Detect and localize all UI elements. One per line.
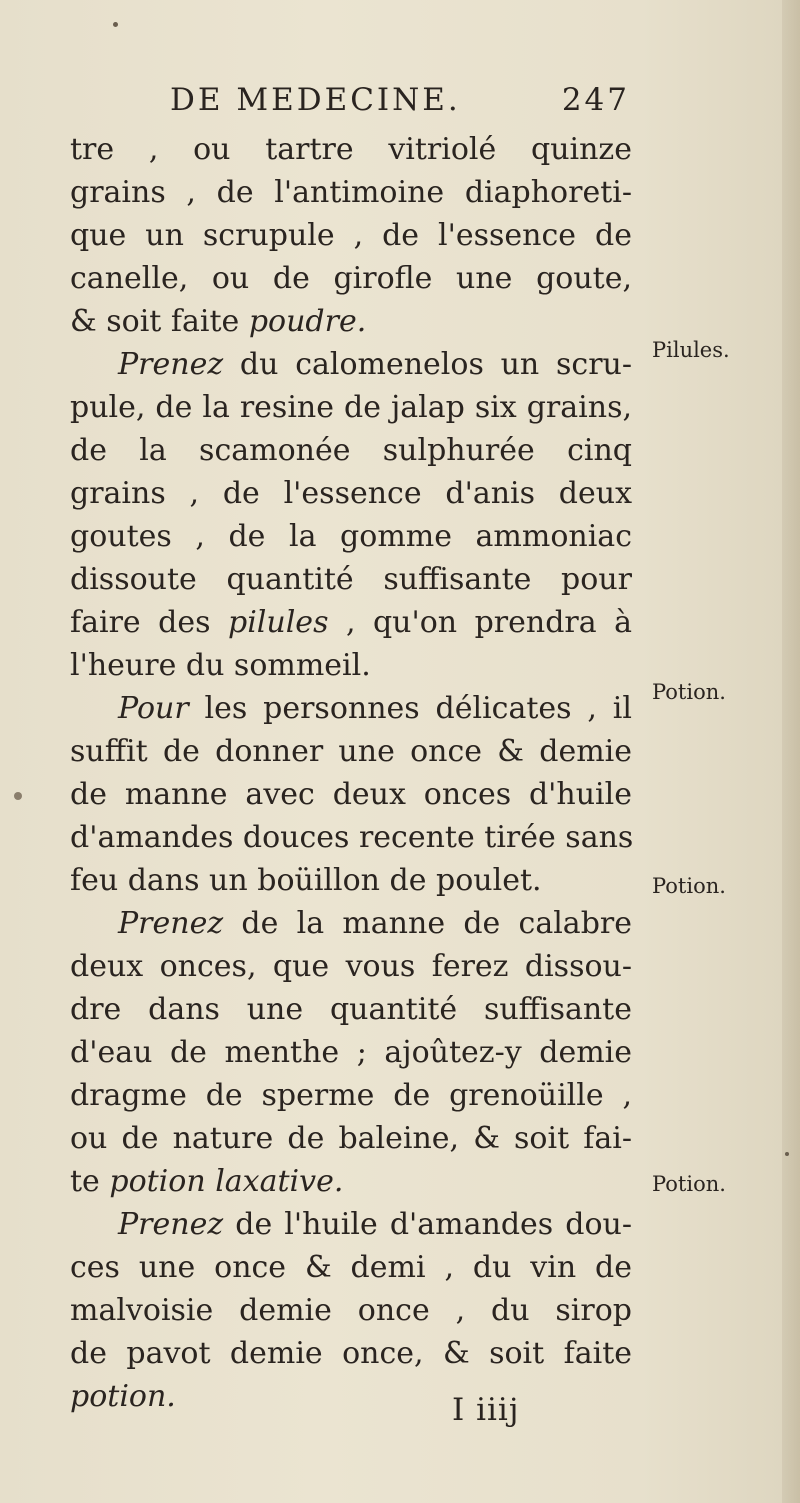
text-segment: tre , ou tartre vitriolé quinze [70,132,632,167]
italic-text: poudre. [248,304,367,339]
text-segment: d'eau de menthe ; ajoûtez-y demie [70,1035,632,1070]
text-segment: de pavot demie once, & soit faite [70,1336,632,1371]
running-header [170,82,630,122]
margin-note-potion-3: Potion. [652,1172,726,1196]
text-line [70,902,632,945]
text-line [70,343,632,386]
text-line [70,214,632,257]
margin-note-potion-2: Potion. [652,874,726,898]
text-line [70,515,632,558]
running-title: DE MEDECINE. [170,82,461,118]
text-line [70,257,632,300]
text-line [70,773,632,816]
text-line [70,558,632,601]
text-segment: dissoute quantité suffisante pour [70,562,632,597]
text-line [70,730,632,773]
text-line [70,1375,632,1418]
body-text [70,128,632,1418]
italic-text: Prenez [118,906,224,941]
text-segment: & soit faite [70,304,249,339]
text-segment: deux onces, que vous ferez dissou- [70,949,632,984]
text-line [70,1117,632,1160]
text-segment: feu dans un boüillon de poulet. [70,863,542,898]
page-edge-shadow [782,0,800,1503]
ink-speck [113,22,118,27]
text-segment: l'heure du sommeil. [70,648,371,683]
text-segment: de la manne de calabre [223,906,632,941]
text-segment: suffit de donner une once & demie [70,734,632,769]
text-segment: d'amandes douces recente tirée sans [70,820,634,855]
page-number: 247 [561,82,630,118]
text-line [70,1074,632,1117]
text-line [70,816,632,859]
text-line [70,128,632,171]
margin-note-pilules: Pilules. [652,338,730,362]
text-segment: faire des [70,605,228,640]
text-segment: goutes , de la gomme ammoniac [70,519,632,554]
text-segment: te [70,1164,110,1199]
text-line [70,988,632,1031]
italic-text: Prenez [118,1207,224,1242]
text-line [70,472,632,515]
italic-text: potion laxative. [109,1164,344,1199]
italic-text: Prenez [118,347,224,382]
text-line [70,945,632,988]
italic-text: Pour [118,691,189,726]
italic-text: potion. [70,1379,176,1414]
italic-text: pilules [228,605,329,640]
text-segment: pule, de la resine de jalap six grains, [70,390,632,425]
text-line [70,687,632,730]
text-segment: dre dans une quantité suffisante [70,992,632,1027]
text-segment: , qu'on prendra à [328,605,633,640]
text-segment: ces une once & demi , du vin de [70,1250,632,1285]
text-segment: que un scrupule , de l'essence de [70,218,632,253]
text-segment: de l'huile d'amandes dou- [223,1207,632,1242]
text-segment: les personnes délicates , il [188,691,632,726]
text-line [70,1246,632,1289]
text-line [70,1031,632,1074]
text-line [70,1289,632,1332]
text-line [70,1332,632,1375]
text-line [70,386,632,429]
text-line [70,1203,632,1246]
text-segment: malvoisie demie once , du sirop [70,1293,632,1328]
text-line [70,1160,632,1203]
text-segment: ou de nature de baleine, & soit fai- [70,1121,632,1156]
text-line [70,429,632,472]
text-line [70,171,632,214]
text-segment: canelle, ou de girofle une goute, [70,261,632,296]
text-line [70,300,632,343]
text-line [70,859,632,902]
text-segment: dragme de sperme de grenoüille , [70,1078,632,1113]
text-segment: de la scamonée sulphurée cinq [70,433,632,468]
ink-speck [14,792,22,800]
text-line [70,601,632,644]
text-segment: grains , de l'essence d'anis deux [70,476,632,511]
text-segment: de manne avec deux onces d'huile [70,777,632,812]
text-segment: du calomenelos un scru- [223,347,632,382]
margin-note-potion-1: Potion. [652,680,726,704]
ink-speck [785,1152,789,1156]
signature-mark: I iiij [452,1392,520,1428]
text-line [70,644,632,687]
text-segment: grains , de l'antimoine diaphoreti- [70,175,632,210]
